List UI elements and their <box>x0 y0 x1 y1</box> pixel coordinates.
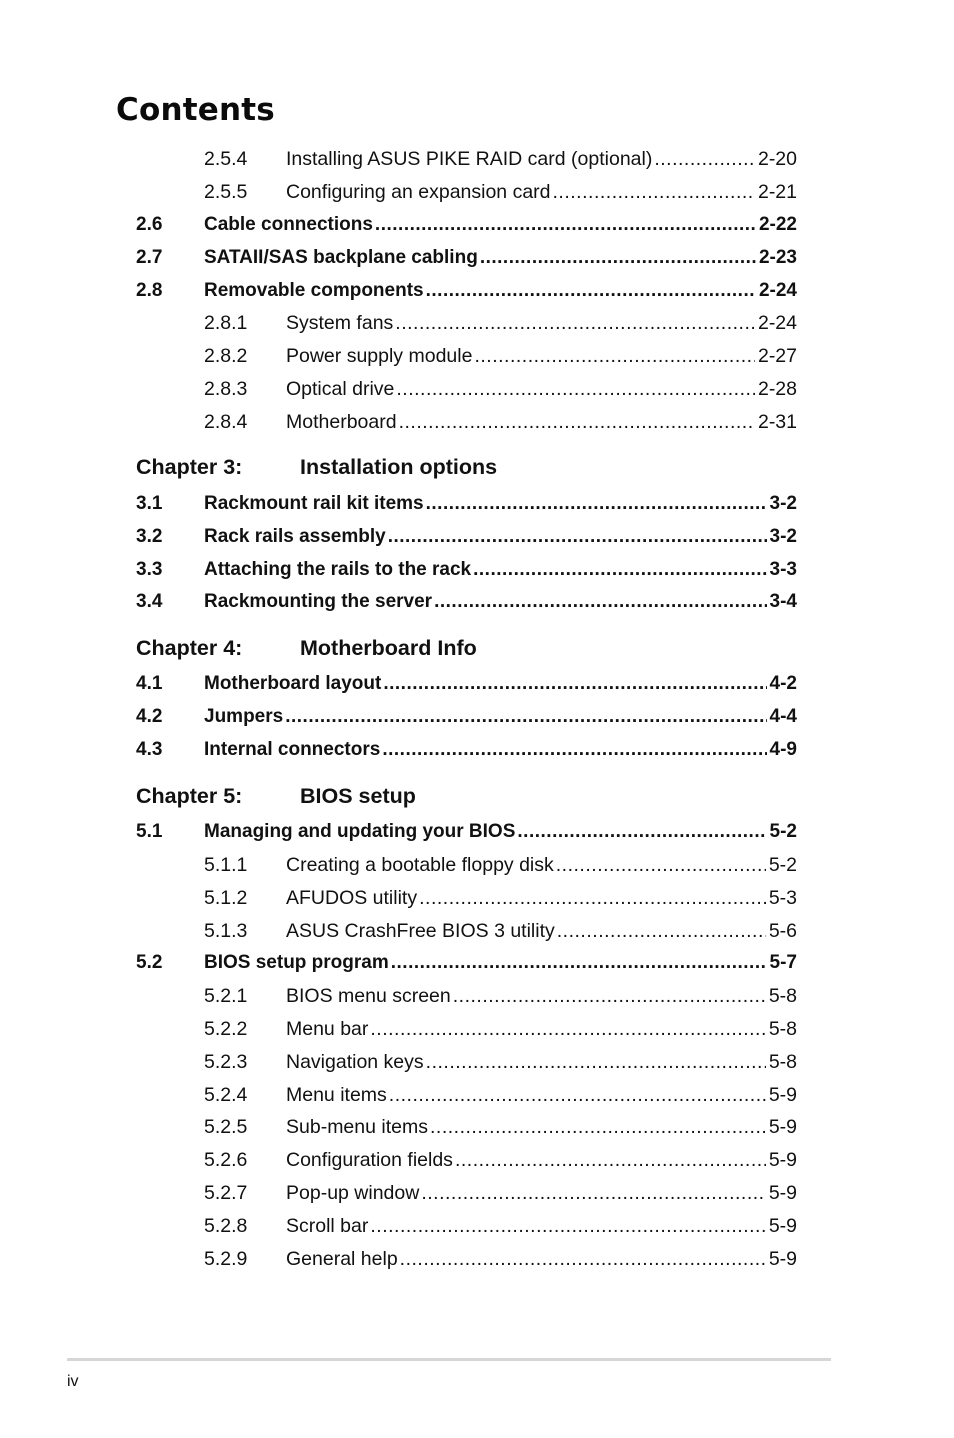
entry-number: 4.3 <box>136 739 163 760</box>
entry-title: AFUDOS utility <box>286 887 418 909</box>
dot-leader <box>430 1115 766 1139</box>
dot-leader <box>473 558 766 582</box>
toc-entry[interactable] <box>136 1115 797 1139</box>
entry-title: Creating a bootable floppy disk <box>286 854 554 876</box>
entry-number: 2.6 <box>136 214 163 235</box>
entry-number: 2.8.1 <box>204 312 248 334</box>
entry-number: 5.2.2 <box>204 1018 248 1040</box>
entry-page: 2-24 <box>758 280 797 301</box>
dot-leader <box>285 705 766 729</box>
entry-title: Motherboard layout <box>204 673 382 694</box>
entry-number: 3.1 <box>136 493 163 514</box>
entry-number: 5.2.5 <box>204 1116 248 1138</box>
entry-title: Rack rails assembly <box>204 526 386 547</box>
chapter-5-heading[interactable] <box>136 784 416 812</box>
entry-page: 5-9 <box>768 1084 797 1106</box>
entry-title: Removable components <box>204 280 424 301</box>
toc-entry[interactable] <box>136 558 797 582</box>
chapter-3-heading[interactable] <box>136 455 497 483</box>
toc-entry[interactable] <box>136 492 797 516</box>
entry-title: Navigation keys <box>286 1051 424 1073</box>
toc-entry[interactable] <box>136 1083 797 1107</box>
chapter-title: BIOS setup <box>300 784 416 808</box>
entry-title: BIOS setup program <box>204 952 389 973</box>
toc-entry[interactable] <box>136 1017 797 1041</box>
toc-entry[interactable] <box>136 738 797 762</box>
toc-entry[interactable] <box>136 820 797 844</box>
entry-number: 2.8.2 <box>204 345 248 367</box>
toc-entry[interactable] <box>136 279 797 303</box>
entry-number: 3.3 <box>136 559 163 580</box>
entry-number: 5.2 <box>136 952 163 973</box>
dot-leader <box>370 1214 765 1238</box>
entry-number: 2.7 <box>136 247 163 268</box>
entry-title: Sub-menu items <box>286 1116 428 1138</box>
entry-number: 5.2.9 <box>204 1248 248 1270</box>
toc-entry[interactable] <box>136 1181 797 1205</box>
toc-entry[interactable] <box>136 246 797 270</box>
entry-page: 5-8 <box>768 985 797 1007</box>
entry-title: Power supply module <box>286 345 473 367</box>
entry-title: Cable connections <box>204 214 373 235</box>
entry-title: Installing ASUS PIKE RAID card (optional) <box>286 148 653 170</box>
entry-page: 4-4 <box>769 706 797 727</box>
entry-title: General help <box>286 1248 398 1270</box>
entry-page: 2-22 <box>758 214 797 235</box>
dot-leader <box>396 377 755 401</box>
toc-entry[interactable] <box>136 344 797 368</box>
entry-page: 5-3 <box>768 887 797 909</box>
dot-leader <box>419 886 766 910</box>
dot-leader <box>426 279 756 303</box>
dot-leader <box>556 853 766 877</box>
toc-entry[interactable] <box>136 525 797 549</box>
chapter-number: Chapter 3: <box>136 455 243 479</box>
entry-page: 5-2 <box>769 821 797 842</box>
entry-title: Attaching the rails to the rack <box>204 559 472 580</box>
entry-title: ASUS CrashFree BIOS 3 utility <box>286 920 555 942</box>
entry-number: 5.2.8 <box>204 1215 248 1237</box>
entry-page: 5-8 <box>768 1018 797 1040</box>
entry-number: 3.2 <box>136 526 163 547</box>
entry-page: 4-2 <box>769 673 797 694</box>
entry-page: 3-3 <box>769 559 797 580</box>
entry-page: 2-20 <box>757 148 797 170</box>
entry-page: 5-9 <box>768 1215 797 1237</box>
toc-entry[interactable] <box>136 886 797 910</box>
dot-leader <box>395 311 755 335</box>
entry-page: 4-9 <box>769 739 797 760</box>
entry-page: 5-8 <box>768 1051 797 1073</box>
entry-title: Pop-up window <box>286 1182 420 1204</box>
entry-page: 2-31 <box>757 411 797 433</box>
toc-entry[interactable] <box>136 147 797 171</box>
toc-entry[interactable] <box>136 590 797 614</box>
dot-leader <box>399 410 755 434</box>
dot-leader <box>382 738 766 762</box>
dot-leader <box>453 984 766 1008</box>
chapter-title: Motherboard Info <box>300 636 477 660</box>
entry-number: 4.1 <box>136 673 163 694</box>
footer-divider <box>67 1358 831 1361</box>
entry-title: Rackmount rail kit items <box>204 493 424 514</box>
entry-number: 5.2.3 <box>204 1051 248 1073</box>
entry-title: Motherboard <box>286 411 397 433</box>
toc-entry[interactable] <box>136 377 797 401</box>
toc-entry[interactable] <box>136 1050 797 1074</box>
entry-title: Scroll bar <box>286 1215 369 1237</box>
toc-entry[interactable] <box>136 180 797 204</box>
dot-leader <box>400 1247 766 1271</box>
entry-number: 2.8 <box>136 280 163 301</box>
entry-number: 5.2.4 <box>204 1084 248 1106</box>
dot-leader <box>426 1050 766 1074</box>
entry-page: 2-21 <box>757 181 797 203</box>
dot-leader <box>517 820 766 844</box>
entry-title: Internal connectors <box>204 739 381 760</box>
chapter-number: Chapter 5: <box>136 784 243 808</box>
entry-number: 5.1.3 <box>204 920 248 942</box>
toc-entry[interactable] <box>136 951 797 975</box>
dot-leader <box>553 180 755 204</box>
dot-leader <box>388 525 767 549</box>
entry-number: 5.1 <box>136 821 163 842</box>
dot-leader <box>421 1181 765 1205</box>
entry-title: Menu items <box>286 1084 387 1106</box>
entry-number: 5.1.1 <box>204 854 248 876</box>
dot-leader <box>375 213 756 237</box>
entry-number: 3.4 <box>136 591 163 612</box>
dot-leader <box>391 951 767 975</box>
entry-page: 3-2 <box>769 493 797 514</box>
entry-page: 5-9 <box>768 1116 797 1138</box>
entry-title: Managing and updating your BIOS <box>204 821 516 842</box>
entry-title: Jumpers <box>204 706 284 727</box>
dot-leader <box>654 147 755 171</box>
dot-leader <box>455 1148 766 1172</box>
entry-number: 2.8.4 <box>204 411 248 433</box>
dot-leader <box>434 590 766 614</box>
entry-page: 5-9 <box>768 1248 797 1270</box>
entry-title: SATAII/SAS backplane cabling <box>204 247 478 268</box>
page-title: Contents <box>116 92 275 128</box>
entry-page: 3-2 <box>769 526 797 547</box>
dot-leader <box>474 344 755 368</box>
entry-title: Configuration fields <box>286 1149 453 1171</box>
entry-number: 5.2.1 <box>204 985 248 1007</box>
dot-leader <box>389 1083 766 1107</box>
toc-entry[interactable] <box>136 705 797 729</box>
entry-page: 5-6 <box>768 920 797 942</box>
entry-page: 2-27 <box>757 345 797 367</box>
entry-number: 5.2.6 <box>204 1149 248 1171</box>
entry-title: System fans <box>286 312 394 334</box>
entry-title: Optical drive <box>286 378 395 400</box>
entry-title: Menu bar <box>286 1018 369 1040</box>
entry-title: Configuring an expansion card <box>286 181 551 203</box>
entry-number: 5.1.2 <box>204 887 248 909</box>
entry-page: 3-4 <box>769 591 797 612</box>
toc-entry[interactable] <box>136 853 797 877</box>
dot-leader <box>557 919 766 943</box>
entry-number: 4.2 <box>136 706 163 727</box>
dot-leader <box>480 246 756 270</box>
entry-page: 5-9 <box>768 1182 797 1204</box>
entry-number: 2.5.4 <box>204 148 248 170</box>
toc-entry[interactable] <box>136 672 797 696</box>
entry-number: 5.2.7 <box>204 1182 248 1204</box>
chapter-title: Installation options <box>300 455 498 479</box>
toc-entry[interactable] <box>136 213 797 237</box>
dot-leader <box>426 492 767 516</box>
toc-entry[interactable] <box>136 1214 797 1238</box>
toc-entry[interactable] <box>136 410 797 434</box>
entry-page: 5-9 <box>768 1149 797 1171</box>
toc-entry[interactable] <box>136 1247 797 1271</box>
dot-leader <box>370 1017 765 1041</box>
page-number: iv <box>67 1373 79 1390</box>
entry-title: BIOS menu screen <box>286 985 451 1007</box>
entry-number: 2.5.5 <box>204 181 248 203</box>
entry-page: 5-7 <box>769 952 797 973</box>
toc-entry[interactable] <box>136 919 797 943</box>
toc-entry[interactable] <box>136 311 797 335</box>
toc-entry[interactable] <box>136 1148 797 1172</box>
entry-page: 2-28 <box>757 378 797 400</box>
dot-leader <box>383 672 766 696</box>
chapter-4-heading[interactable] <box>136 636 477 664</box>
entry-page: 5-2 <box>768 854 797 876</box>
chapter-number: Chapter 4: <box>136 636 243 660</box>
entry-page: 2-24 <box>757 312 797 334</box>
entry-title: Rackmounting the server <box>204 591 433 612</box>
toc-entry[interactable] <box>136 984 797 1008</box>
entry-number: 2.8.3 <box>204 378 248 400</box>
entry-page: 2-23 <box>758 247 797 268</box>
